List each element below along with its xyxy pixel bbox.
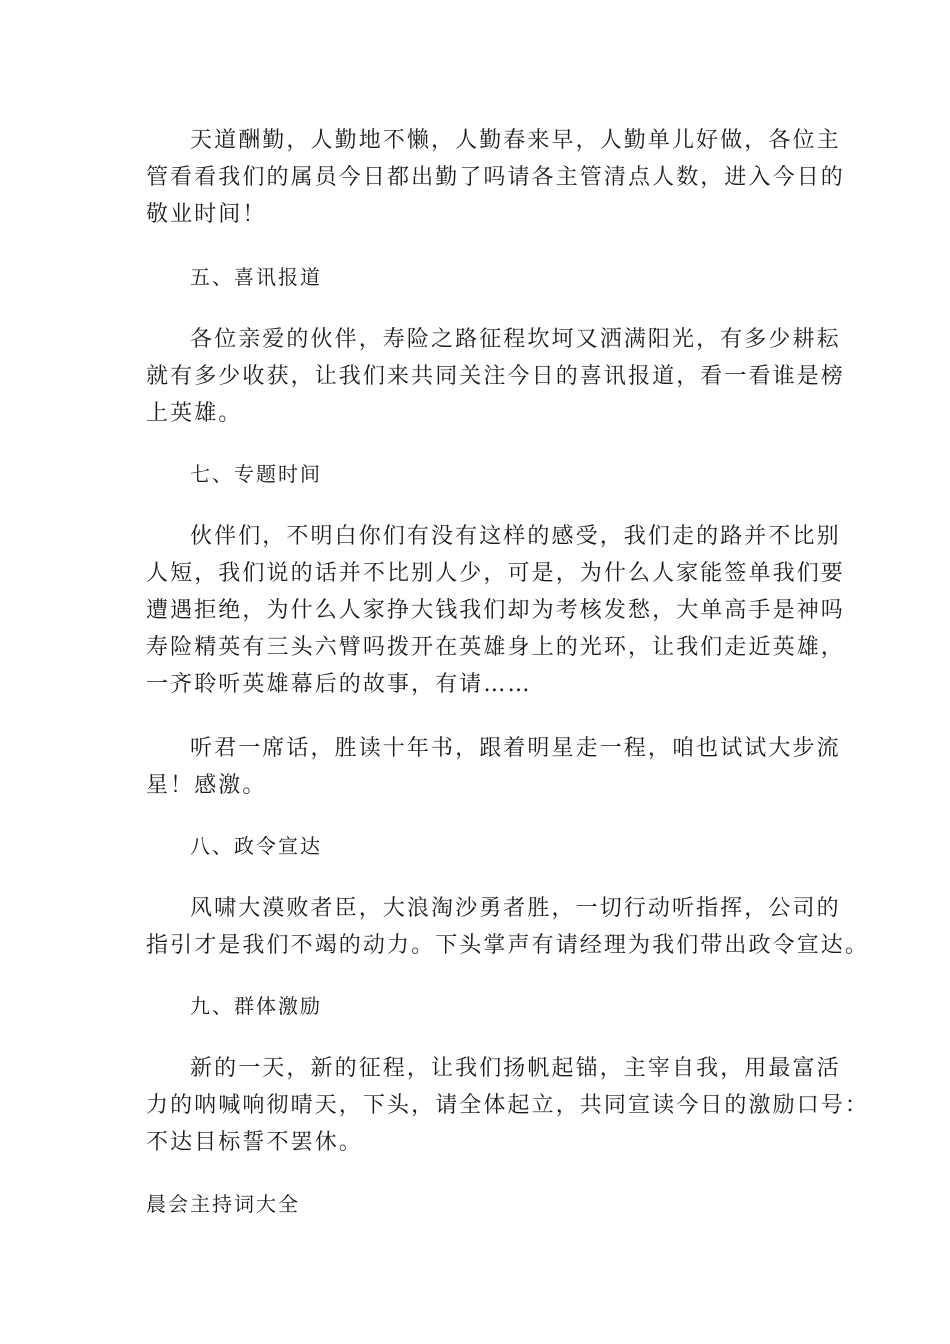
section-heading-policy: 八、政令宣达 bbox=[190, 834, 322, 858]
paragraph-line: 寿险精英有三头六臂吗拨开在英雄身上的光环，让我们走近英雄， bbox=[146, 635, 845, 660]
paragraph-policy bbox=[146, 890, 870, 964]
paragraph-good-news bbox=[146, 321, 845, 432]
section-heading-good-news: 五、喜讯报道 bbox=[190, 265, 322, 289]
paragraph-line: 就有多少收获，让我们来共同关注今日的喜讯报道，看一看谁是榜 bbox=[146, 364, 845, 389]
paragraph-line: 人短，我们说的话并不比别人少，可是，为什么人家能签单我们要 bbox=[146, 561, 845, 586]
paragraph-line: 各位亲爱的伙伴，寿险之路征程坎坷又洒满阳光，有多少耕耘 bbox=[190, 327, 841, 352]
paragraph-line: 风啸大漠败者臣，大浪淘沙勇者胜，一切行动听指挥，公司的 bbox=[190, 896, 841, 921]
section-heading-topic-time: 七、专题时间 bbox=[190, 462, 322, 486]
paragraph-line: 管看看我们的属员今日都出勤了吗请各主管清点人数，进入今日的 bbox=[146, 165, 845, 190]
paragraph-line: 指引才是我们不竭的动力。下头掌声有请经理为我们带出政令宣达。 bbox=[146, 933, 870, 958]
paragraph-line: 敬业时间！ bbox=[146, 202, 267, 227]
paragraph-line: 遭遇拒绝，为什么人家挣大钱我们却为考核发愁，大单高手是神吗 bbox=[146, 598, 845, 623]
paragraph-line: 不达目标誓不罢休。 bbox=[146, 1130, 363, 1155]
paragraph-thanks bbox=[146, 730, 841, 804]
paragraph-line: 一齐聆听英雄幕后的故事，有请…… bbox=[146, 672, 532, 697]
paragraph-attendance bbox=[146, 122, 845, 233]
paragraph-line: 新的一天，新的征程，让我们扬帆起锚，主宰自我，用最富活 bbox=[190, 1056, 841, 1081]
paragraph-line: 天道酬勤，人勤地不懒，人勤春来早，人勤单儿好做，各位主 bbox=[190, 128, 841, 153]
paragraph-line: 听君一席话，胜读十年书，跟着明星走一程，咱也试试大步流 bbox=[190, 736, 841, 761]
paragraph-line: 星！感激。 bbox=[146, 773, 267, 798]
paragraph-topic-time bbox=[146, 518, 845, 703]
section-heading-motivation: 九、群体激励 bbox=[190, 994, 322, 1018]
paragraph-line: 力的呐喊响彻晴天，下头，请全体起立，共同宣读今日的激励口号： bbox=[146, 1093, 870, 1118]
paragraph-line: 伙伴们，不明白你们有没有这样的感受，我们走的路并不比别 bbox=[190, 524, 841, 549]
paragraph-motivation bbox=[146, 1050, 870, 1161]
document-footer-title: 晨会主持词大全 bbox=[146, 1192, 300, 1216]
paragraph-line: 上英雄。 bbox=[146, 401, 243, 426]
